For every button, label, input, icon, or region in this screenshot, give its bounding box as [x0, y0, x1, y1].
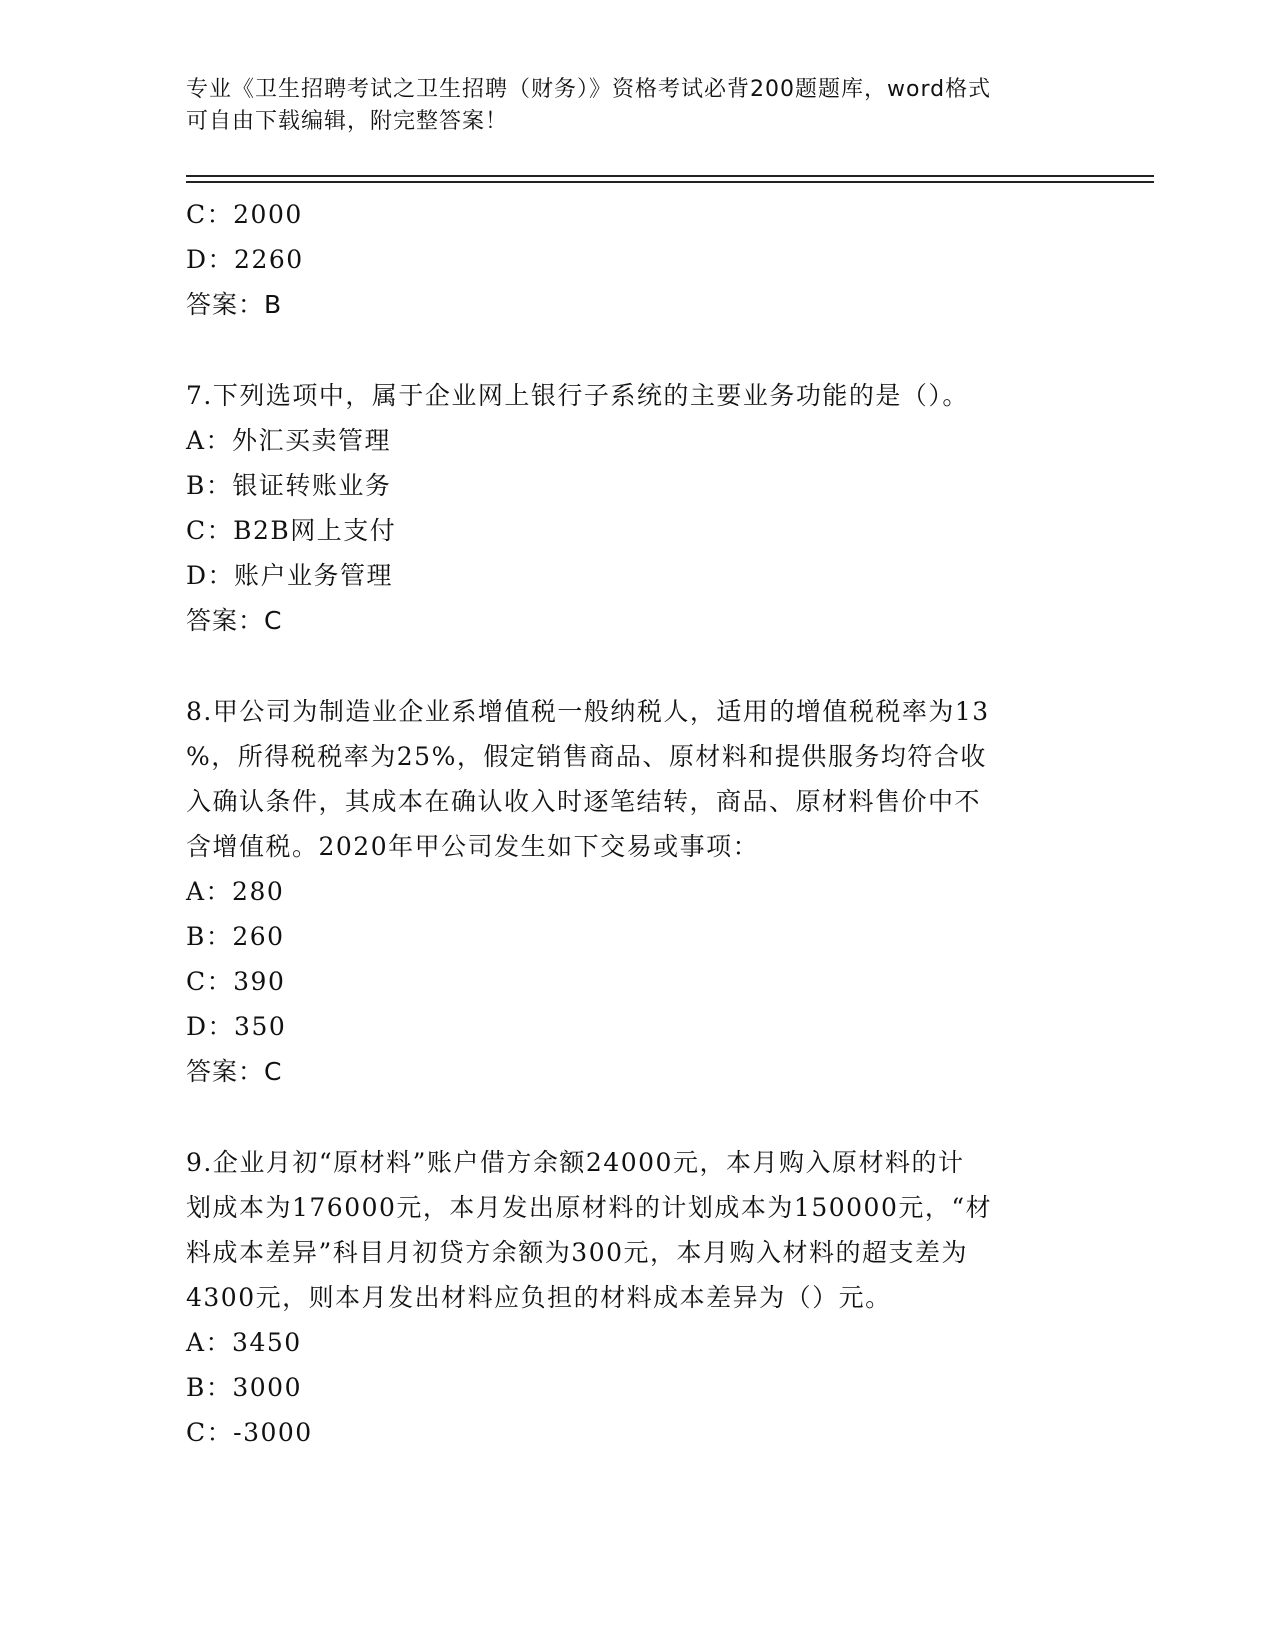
- document-header: [186, 74, 1066, 138]
- answer: 答案：B: [186, 290, 283, 319]
- question-text-line-2: %，所得税税率为25%，假定销售商品、原材料和提供服务均符合收: [186, 742, 987, 771]
- question-list: [186, 192, 1066, 1455]
- spacer: [186, 327, 1066, 373]
- option-a: A：280: [186, 877, 285, 906]
- option-b: B：3000: [186, 1373, 302, 1402]
- option-d: D：账户业务管理: [186, 561, 394, 590]
- header-title-line-2: 可自由下载编辑，附完整答案！: [186, 109, 509, 134]
- question-9: [186, 1140, 1066, 1455]
- question-text-line-1: 8.甲公司为制造业企业系增值税一般纳税人，适用的增值税税率为13: [186, 697, 990, 726]
- option-a: A：3450: [186, 1328, 302, 1357]
- option-b: B：260: [186, 922, 285, 951]
- question-text-line-3: 入确认条件，其成本在确认收入时逐笔结转，商品、原材料售价中不: [186, 787, 982, 816]
- question-text-line-3: 料成本差异”科目月初贷方余额为300元，本月购入材料的超支差为: [186, 1238, 969, 1267]
- spacer: [186, 1094, 1066, 1140]
- option-d: D：2260: [186, 245, 304, 274]
- question-7: [186, 373, 1066, 643]
- option-c: C：B2B网上支付: [186, 516, 397, 545]
- header-title-line-1: 专业《卫生招聘考试之卫生招聘（财务）》资格考试必背200题题库，word格式: [186, 77, 992, 102]
- question-text-line-4: 含增值税。2020年甲公司发生如下交易或事项：: [186, 832, 760, 861]
- question-text-line-1: 9.企业月初“原材料”账户借方余额24000元，本月购入原材料的计: [186, 1148, 965, 1177]
- header-rule-top: [186, 175, 1154, 177]
- option-c: C：-3000: [186, 1418, 313, 1447]
- option-b: B：银证转账业务: [186, 471, 392, 500]
- option-d: D：350: [186, 1012, 287, 1041]
- question-text-line-4: 4300元，则本月发出材料应负担的材料成本差异为（）元。: [186, 1283, 892, 1312]
- question-text: 7.下列选项中，属于企业网上银行子系统的主要业务功能的是（）。: [186, 381, 969, 410]
- question-text-line-2: 划成本为176000元，本月发出原材料的计划成本为150000元，“材: [186, 1193, 993, 1222]
- answer: 答案：C: [186, 606, 283, 635]
- question-8: [186, 689, 1066, 1094]
- header-rule-bottom: [186, 181, 1154, 183]
- option-c: C：390: [186, 967, 286, 996]
- option-a: A：外汇买卖管理: [186, 426, 392, 455]
- answer: 答案：C: [186, 1057, 283, 1086]
- spacer: [186, 643, 1066, 689]
- option-c: C：2000: [186, 200, 303, 229]
- question-6: [186, 192, 1066, 327]
